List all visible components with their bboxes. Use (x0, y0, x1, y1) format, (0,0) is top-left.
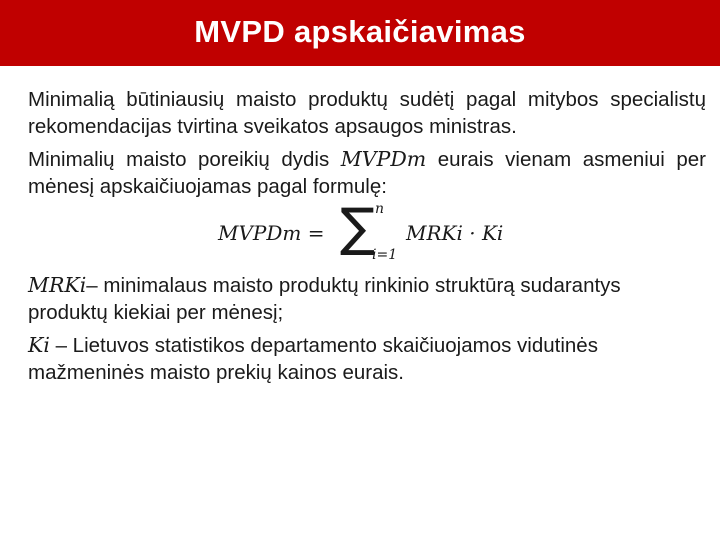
mrki-symbol: MRKi (28, 273, 87, 297)
mvpdm-symbol: MVPDm (340, 147, 427, 171)
paragraph-definition-lead: Minimalių maisto poreikių dydis (28, 148, 341, 171)
formula-lhs: MVPDm = (218, 221, 325, 245)
summation-symbol: ∑ (340, 198, 376, 258)
slide-content (28, 86, 706, 392)
mrki-definition: – minimalaus maisto produktų rinkinio struktūrą sudarantys produktų kiekiai per mėnesį; (28, 274, 621, 324)
ki-symbol: Ki (28, 333, 50, 357)
paragraph-definition-tail: eurais vienam asmeniui per mėnesį apskaičiuojamas pagal formulę: (28, 148, 706, 198)
paragraph-definition (28, 146, 706, 200)
paragraph-ingredients: Minimalią būtiniausių maisto produktų sudėtį pagal mitybos specialistų rekomendacijas tvirtina sveikatos apsaugos ministras. (28, 88, 706, 138)
slide-title: MVPD apskaičiavimas (194, 14, 526, 49)
paragraph-mrki (28, 272, 706, 326)
summation-upper-limit: n (375, 201, 385, 217)
title-bar (0, 0, 720, 66)
summation-lower-limit: i=1 (372, 247, 398, 263)
ki-definition: – Lietuvos statistikos departamento skaičiuojamos vidutinės mažmeninės maisto prekių kainos eurais. (28, 334, 598, 384)
formula-rhs: MRKi · Ki (406, 221, 504, 245)
paragraph-ki (28, 332, 706, 386)
formula (28, 198, 706, 264)
